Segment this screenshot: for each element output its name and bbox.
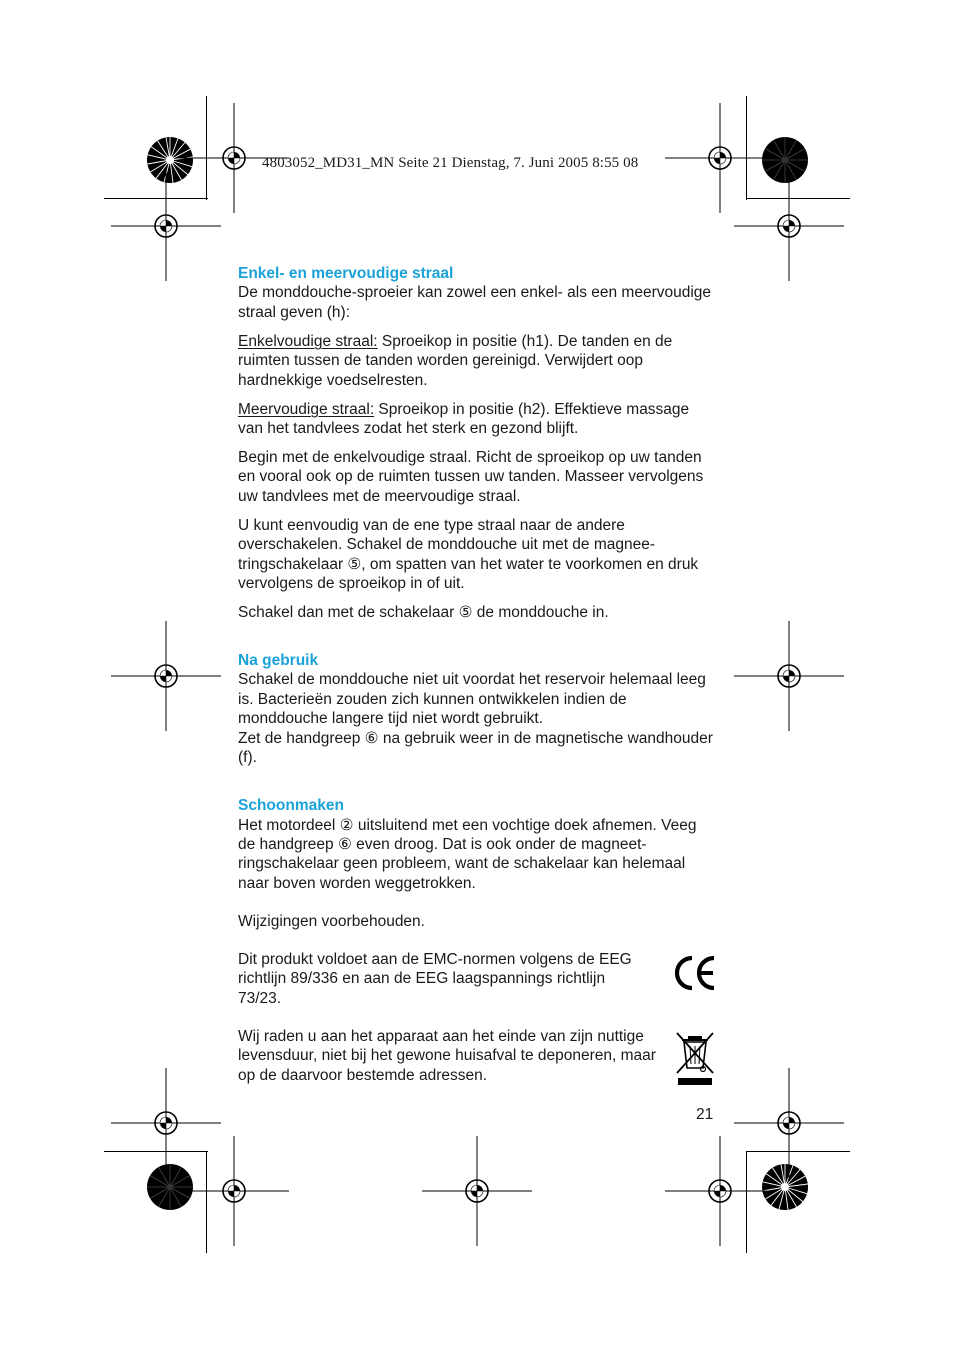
registration-mark-icon xyxy=(421,1135,533,1247)
section-title-straal: Enkel- en meervoudige straal xyxy=(238,265,454,282)
label-meervoudig: Meervoudige straal: xyxy=(238,400,375,418)
weee-bin-icon xyxy=(674,1030,716,1088)
text-enkelvoudig: Sproeikop in positie (h1). De tanden en de ruimten tussen de tanden worden gereinigd. Verwijdert oop hardnekkige voedselresten. xyxy=(238,332,673,389)
paragraph-schoonmaken: Het motordeel ② uitsluitend met een vochtige doek afnemen. Veeg de handgreep ⑥ even droog. Dat is ook onder de magneet-ringschakelaar geen probleem, want de schakelaar kan helemaal naar boven worden weggetrokken. xyxy=(238,816,697,892)
print-slug-header: 4803052_MD31_MN Seite 21 Dienstag, 7. Juni 2005 8:55 08 xyxy=(262,155,639,171)
paragraph-begin: Begin met de enkelvoudige straal. Richt de sproeikop op uw tanden en vooral ook op de ruimten tussen uw tanden. Masseer vervolgens uw tandvlees met de meervoudige straal. xyxy=(238,449,704,505)
paragraph-gebruik-1: Schakel de monddouche niet uit voordat het reservoir helemaal leeg is. Bacterieën zouden zich kunnen ontwikkelen indien de monddouche langere tijd niet wordt gebruikt. xyxy=(238,671,706,728)
main-content xyxy=(238,264,718,903)
note-emc: Dit produkt voldoet aan de EMC-normen volgens de EEG richtlijn 89/336 en aan de EEG laagspannings richtlijn 73/23. xyxy=(238,951,632,1007)
paragraph-meervoudig xyxy=(238,400,718,439)
text-meervoudig: Sproeikop in positie (h2). Effektieve massage van het tandvlees zodat het sterk en gezond blijft. xyxy=(238,400,690,438)
paragraph-on: Schakel dan met de schakelaar ⑤ de monddouche in. xyxy=(238,604,609,622)
paragraph-switch: U kunt eenvoudig van de ene type straal naar de andere overschakelen. Schakel de monddouche uit met de magnee-tringschakelaar ⑤, om spatten van het water te voorkomen en druk vervolgens de sproeikop in of uit. xyxy=(238,516,699,593)
paragraph-intro: De monddouche-sproeier kan zowel een enkel- als een meervoudige straal geven (h): xyxy=(238,284,712,321)
registration-mark-icon xyxy=(733,620,845,732)
section-title-gebruik: Na gebruik xyxy=(238,652,319,670)
section-title-schoonmaken: Schoonmaken xyxy=(238,797,344,815)
note-disposal: Wij raden u aan het apparaat aan het einde van zijn nuttige levensduur, niet bij het gewone huisafval te deponeren, maar op de daarvoor bestemde adressen. xyxy=(238,1028,656,1084)
registration-mark-icon xyxy=(733,170,845,282)
registration-mark-icon xyxy=(110,620,222,732)
paragraph-enkelvoudig xyxy=(238,332,718,390)
paragraph-gebruik-2: Zet de handgreep ⑥ na gebruik weer in de magnetische wandhouder (f). xyxy=(238,729,713,767)
registration-mark-icon xyxy=(178,1135,290,1247)
registration-mark-icon xyxy=(110,170,222,282)
label-enkelvoudig: Enkelvoudige straal: xyxy=(238,332,378,350)
page-number: 21 xyxy=(696,1106,714,1123)
note-changes: Wijzigingen voorbehouden. xyxy=(238,913,425,930)
registration-mark-icon xyxy=(664,1135,776,1247)
ce-mark-icon xyxy=(672,954,718,992)
